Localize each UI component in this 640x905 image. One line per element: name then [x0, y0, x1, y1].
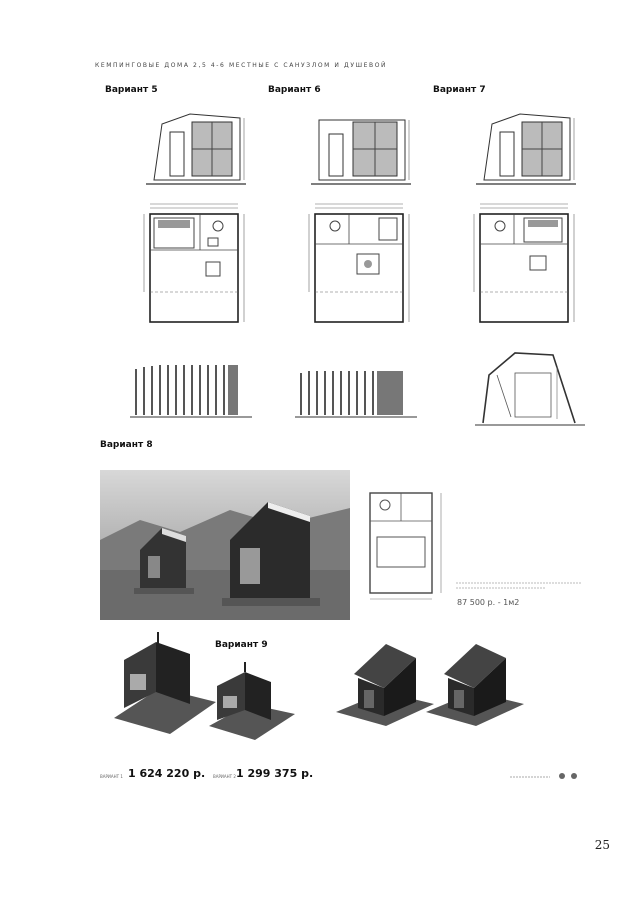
variant-8-label: Вариант 8 — [100, 440, 153, 450]
variant-8-price-rate: 87 500 р. - 1м2 — [457, 598, 520, 607]
variant-8-render-photo — [100, 470, 350, 620]
variant-9-price-2-prefix: ВАРИАНТ 2 — [213, 774, 236, 779]
variant-6-floor-plan — [305, 200, 417, 330]
variant-9-cabin-4 — [420, 630, 530, 730]
variant-5-side-elevation — [130, 355, 252, 425]
variant-6-label: Вариант 6 — [268, 85, 321, 95]
variant-5-label: Вариант 5 — [105, 85, 158, 95]
variant-7-front-elevation — [470, 108, 582, 190]
variant-9-cabin-2 — [205, 660, 300, 745]
variant-8-note-lines — [456, 580, 586, 592]
variant-5-front-elevation — [140, 108, 252, 190]
page-number: 25 — [594, 838, 610, 852]
variant-9-price-1: 1 624 220 р. — [128, 767, 206, 780]
variant-7-floor-plan — [470, 200, 582, 330]
variant-8-floor-plan — [365, 485, 455, 605]
variant-6-side-elevation — [295, 365, 417, 425]
page-header: КЕМПИНГОВЫЕ ДОМА 2,5 4-6 МЕСТНЫЕ С САНУЗЛОМ И ДУШЕВОЙ — [95, 62, 388, 69]
variant-6-front-elevation — [305, 108, 417, 190]
variant-9-logos — [510, 772, 582, 780]
variant-7-label: Вариант 7 — [433, 85, 486, 95]
variant-5-floor-plan — [140, 200, 252, 330]
variant-9-price-2: 1 299 375 р. — [236, 767, 314, 780]
variant-9-label: Вариант 9 — [215, 640, 268, 650]
variant-9-cabin-1 — [110, 630, 220, 740]
variant-9-price-1-prefix: ВАРИАНТ 1 — [100, 774, 123, 779]
variant-7-section — [475, 345, 585, 430]
